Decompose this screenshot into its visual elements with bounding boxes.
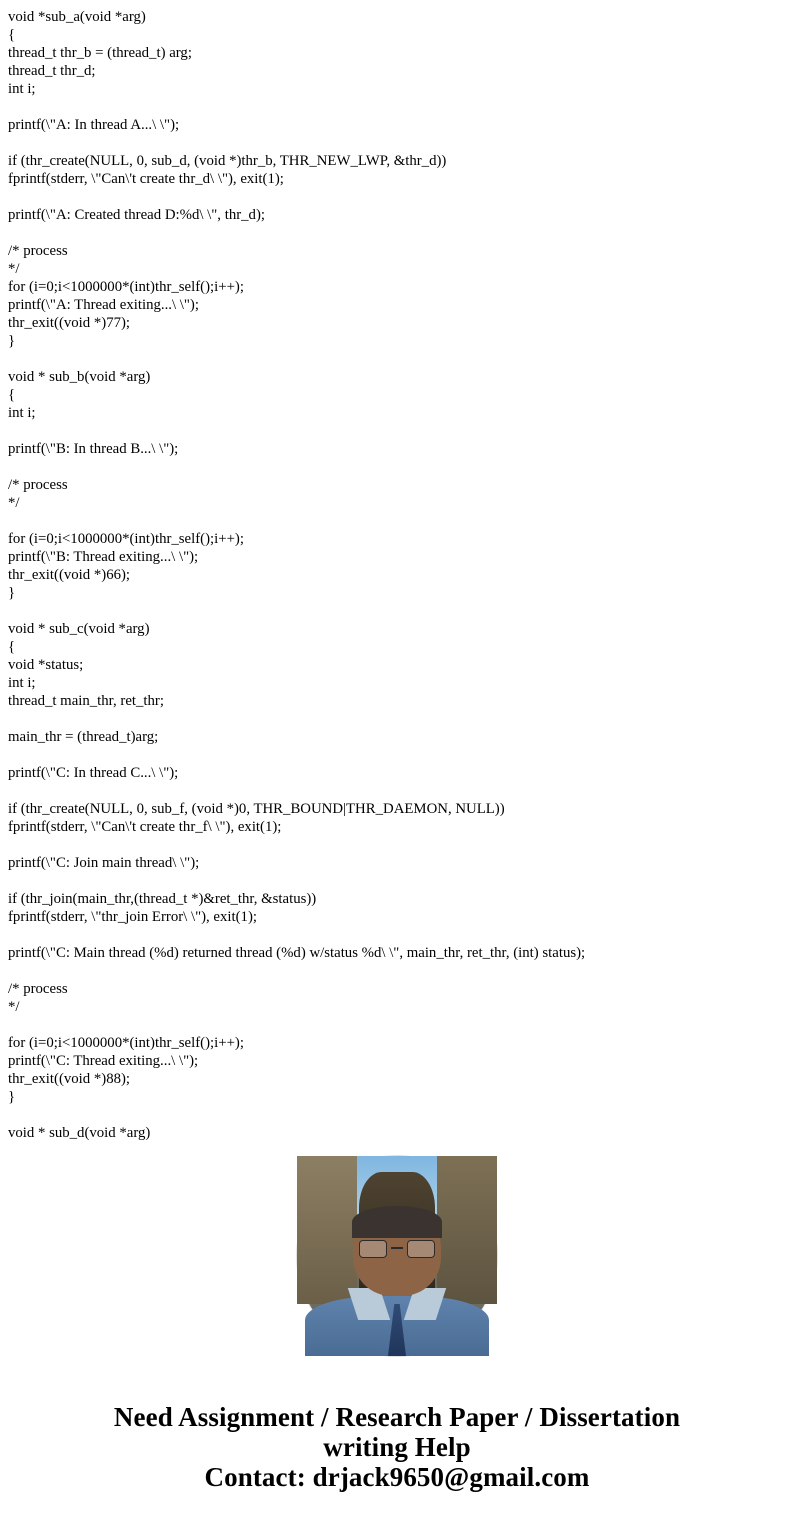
promo-line-3: Contact: drjack9650@gmail.com xyxy=(204,1462,590,1492)
code-line xyxy=(8,134,786,152)
code-line xyxy=(8,1106,786,1124)
code-line: printf(\"C: In thread C...\ \"); xyxy=(8,765,179,781)
promo-text xyxy=(0,1402,794,1492)
code-line: if (thr_create(NULL, 0, sub_f, (void *)0, THR_BOUND|THR_DAEMON, NULL)) xyxy=(8,801,505,817)
code-line: int i; xyxy=(8,405,36,421)
code-line: if (thr_create(NULL, 0, sub_d, (void *)thr_b, THR_NEW_LWP, &thr_d)) xyxy=(8,153,447,169)
code-line: { xyxy=(8,27,16,43)
code-line: /* process xyxy=(8,981,68,997)
code-line xyxy=(8,98,786,116)
code-line: { xyxy=(8,387,16,403)
code-line xyxy=(8,350,786,368)
code-line: */ xyxy=(8,261,20,277)
code-line: if (thr_join(main_thr,(thread_t *)&ret_thr, &status)) xyxy=(8,891,317,907)
code-line: printf(\"C: Join main thread\ \"); xyxy=(8,855,200,871)
code-line xyxy=(8,512,786,530)
code-line: void *sub_a(void *arg) xyxy=(8,9,146,25)
code-line xyxy=(8,782,786,800)
code-line: fprintf(stderr, \"Can\'t create thr_f\ \"), exit(1); xyxy=(8,819,282,835)
code-line: */ xyxy=(8,495,20,511)
code-line xyxy=(8,1016,786,1034)
avatar-hair xyxy=(352,1206,442,1238)
code-line xyxy=(8,188,786,206)
code-line xyxy=(8,746,786,764)
code-line: for (i=0;i<1000000*(int)thr_self();i++); xyxy=(8,531,244,547)
avatar xyxy=(297,1156,497,1356)
code-line: fprintf(stderr, \"thr_join Error\ \"), exit(1); xyxy=(8,909,257,925)
code-line xyxy=(8,602,786,620)
code-line: int i; xyxy=(8,675,36,691)
code-line: thr_exit((void *)88); xyxy=(8,1071,131,1087)
promo-line-1: Need Assignment / Research Paper / Dissertation xyxy=(113,1402,681,1432)
code-line: thr_exit((void *)66); xyxy=(8,567,131,583)
code-line: thread_t thr_b = (thread_t) arg; xyxy=(8,45,192,61)
avatar-background-wall-left xyxy=(297,1156,357,1304)
avatar-wrapper xyxy=(297,1128,497,1356)
code-line xyxy=(8,710,786,728)
code-line: */ xyxy=(8,999,20,1015)
avatar-glasses-bridge xyxy=(391,1247,403,1249)
avatar-background-wall-right xyxy=(437,1156,497,1304)
code-line: for (i=0;i<1000000*(int)thr_self();i++); xyxy=(8,1035,244,1051)
code-line: } xyxy=(8,1089,16,1105)
code-line: void * sub_b(void *arg) xyxy=(8,369,151,385)
code-line: printf(\"B: Thread exiting...\ \"); xyxy=(8,549,199,565)
code-line: thread_t thr_d; xyxy=(8,63,96,79)
code-line: printf(\"C: Main thread (%d) returned thread (%d) w/status %d\ \", main_thr, ret_thr, (int) status); xyxy=(8,945,586,961)
code-line: } xyxy=(8,585,16,601)
code-line: /* process xyxy=(8,477,68,493)
code-line: void *status; xyxy=(8,657,84,673)
code-line: int i; xyxy=(8,81,36,97)
code-line: printf(\"A: In thread A...\ \"); xyxy=(8,117,180,133)
code-line: for (i=0;i<1000000*(int)thr_self();i++); xyxy=(8,279,244,295)
code-line: printf(\"A: Created thread D:%d\ \", thr_d); xyxy=(8,207,265,223)
code-line: { xyxy=(8,639,16,655)
footer-promo-block xyxy=(0,1128,794,1523)
code-line: thread_t main_thr, ret_thr; xyxy=(8,693,164,709)
code-line: } xyxy=(8,333,16,349)
code-line: printf(\"B: In thread B...\ \"); xyxy=(8,441,179,457)
code-line: main_thr = (thread_t)arg; xyxy=(8,729,159,745)
code-line xyxy=(8,926,786,944)
code-line xyxy=(8,224,786,242)
code-line: /* process xyxy=(8,243,68,259)
code-line xyxy=(8,872,786,890)
code-line xyxy=(8,422,786,440)
avatar-glasses-right-lens xyxy=(407,1240,435,1258)
code-line xyxy=(8,962,786,980)
code-line xyxy=(8,458,786,476)
code-line: void * sub_d(void *arg) xyxy=(8,1125,151,1141)
avatar-glasses-left-lens xyxy=(359,1240,387,1258)
code-listing xyxy=(8,8,786,1141)
code-line: fprintf(stderr, \"Can\'t create thr_d\ \"), exit(1); xyxy=(8,171,284,187)
code-line xyxy=(8,836,786,854)
code-line: thr_exit((void *)77); xyxy=(8,315,131,331)
code-line: printf(\"A: Thread exiting...\ \"); xyxy=(8,297,199,313)
code-line: void * sub_c(void *arg) xyxy=(8,621,150,637)
code-line: printf(\"C: Thread exiting...\ \"); xyxy=(8,1053,199,1069)
promo-line-2: writing Help xyxy=(323,1432,471,1462)
